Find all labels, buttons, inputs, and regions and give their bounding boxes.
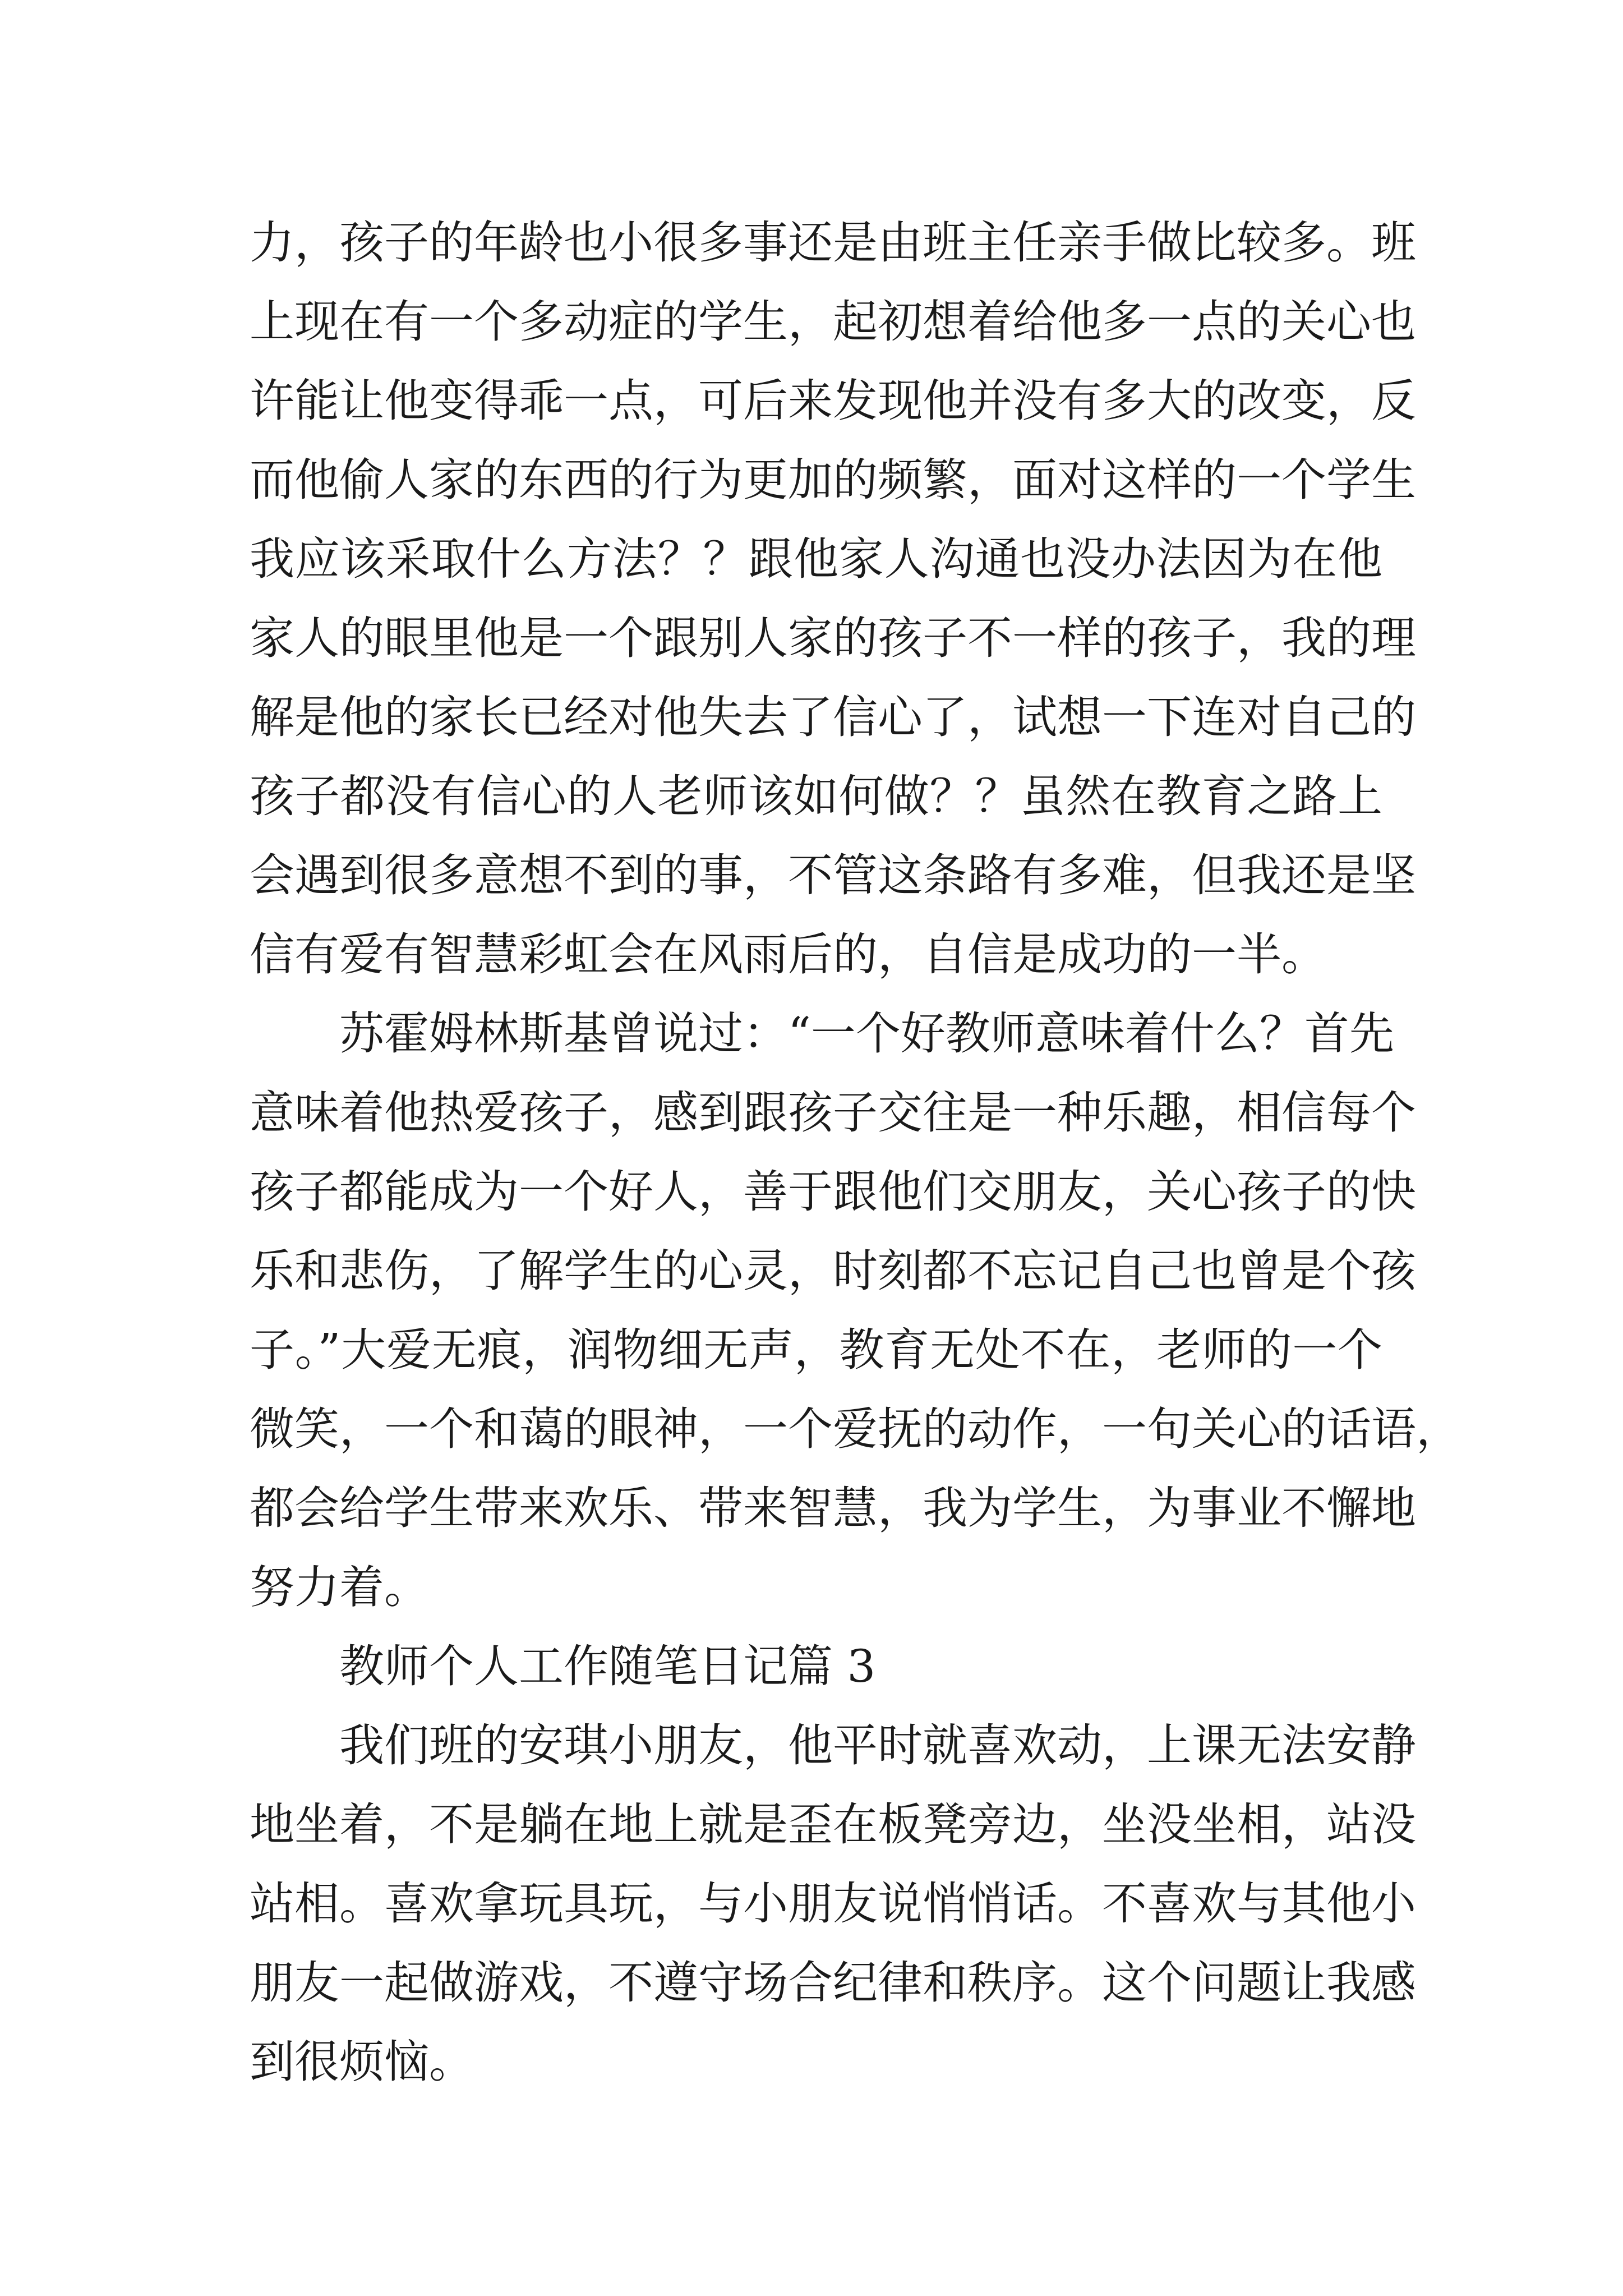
text-line: 孩子都能成为一个好人，善于跟他们交朋友，关心孩子的快: [250, 1166, 1416, 1218]
text-line: 努力着。: [250, 1561, 429, 1613]
text-line: 子。”大爱无痕，润物细无声，教育无处不在，老师的一个: [250, 1324, 1382, 1376]
text-line: 家人的眼里他是一个跟别人家的孩子不一样的孩子，我的理: [250, 612, 1416, 664]
text-line: 乐和悲伤，了解学生的心灵，时刻都不忘记自己也曾是个孩: [250, 1245, 1416, 1297]
text-line: 到很烦恼。: [250, 2036, 474, 2088]
paragraph-first-line: 苏霍姆林斯基曾说过：“一个好教师意味着什么？首先: [339, 1007, 1394, 1060]
text-line: 朋友一起做游戏，不遵守场合纪律和秩序。这个问题让我感: [250, 1957, 1416, 2009]
text-line: 我应该采取什么方法？？跟他家人沟通也没办法因为在他: [250, 533, 1382, 585]
text-line: 上现在有一个多动症的学生，起初想着给他多一点的关心也: [250, 296, 1416, 348]
text-line: 会遇到很多意想不到的事，不管这条路有多难，但我还是坚: [250, 849, 1416, 901]
text-line: 许能让他变得乖一点，可后来发现他并没有多大的改变，反: [250, 375, 1416, 427]
text-line: 意味着他热爱孩子，感到跟孩子交往是一种乐趣，相信每个: [250, 1087, 1416, 1139]
document-body: [250, 203, 1461, 2101]
section-heading: 教师个人工作随笔日记篇 3: [339, 1640, 876, 1692]
text-line: 力，孩子的年龄也小很多事还是由班主任亲手做比较多。班: [250, 217, 1416, 269]
text-line: 都会给学生带来欢乐、带来智慧，我为学生，为事业不懈地: [250, 1482, 1416, 1534]
text-line: 孩子都没有信心的人老师该如何做？？虽然在教育之路上: [250, 770, 1382, 822]
paragraph-first-line: 我们班的安琪小朋友，他平时就喜欢动，上课无法安静: [339, 1719, 1416, 1772]
text-line: 微笑，一个和蔼的眼神，一个爱抚的动作，一句关心的话语，: [250, 1403, 1461, 1455]
text-line: 信有爱有智慧彩虹会在风雨后的，自信是成功的一半。: [250, 928, 1326, 981]
text-line: 而他偷人家的东西的行为更加的频繁，面对这样的一个学生: [250, 454, 1416, 506]
text-line: 地坐着，不是躺在地上就是歪在板凳旁边，坐没坐相，站没: [250, 1798, 1416, 1851]
text-line: 站相。喜欢拿玩具玩，与小朋友说悄悄话。不喜欢与其他小: [250, 1878, 1416, 1930]
text-line: 解是他的家长已经对他失去了信心了，试想一下连对自己的: [250, 691, 1416, 743]
